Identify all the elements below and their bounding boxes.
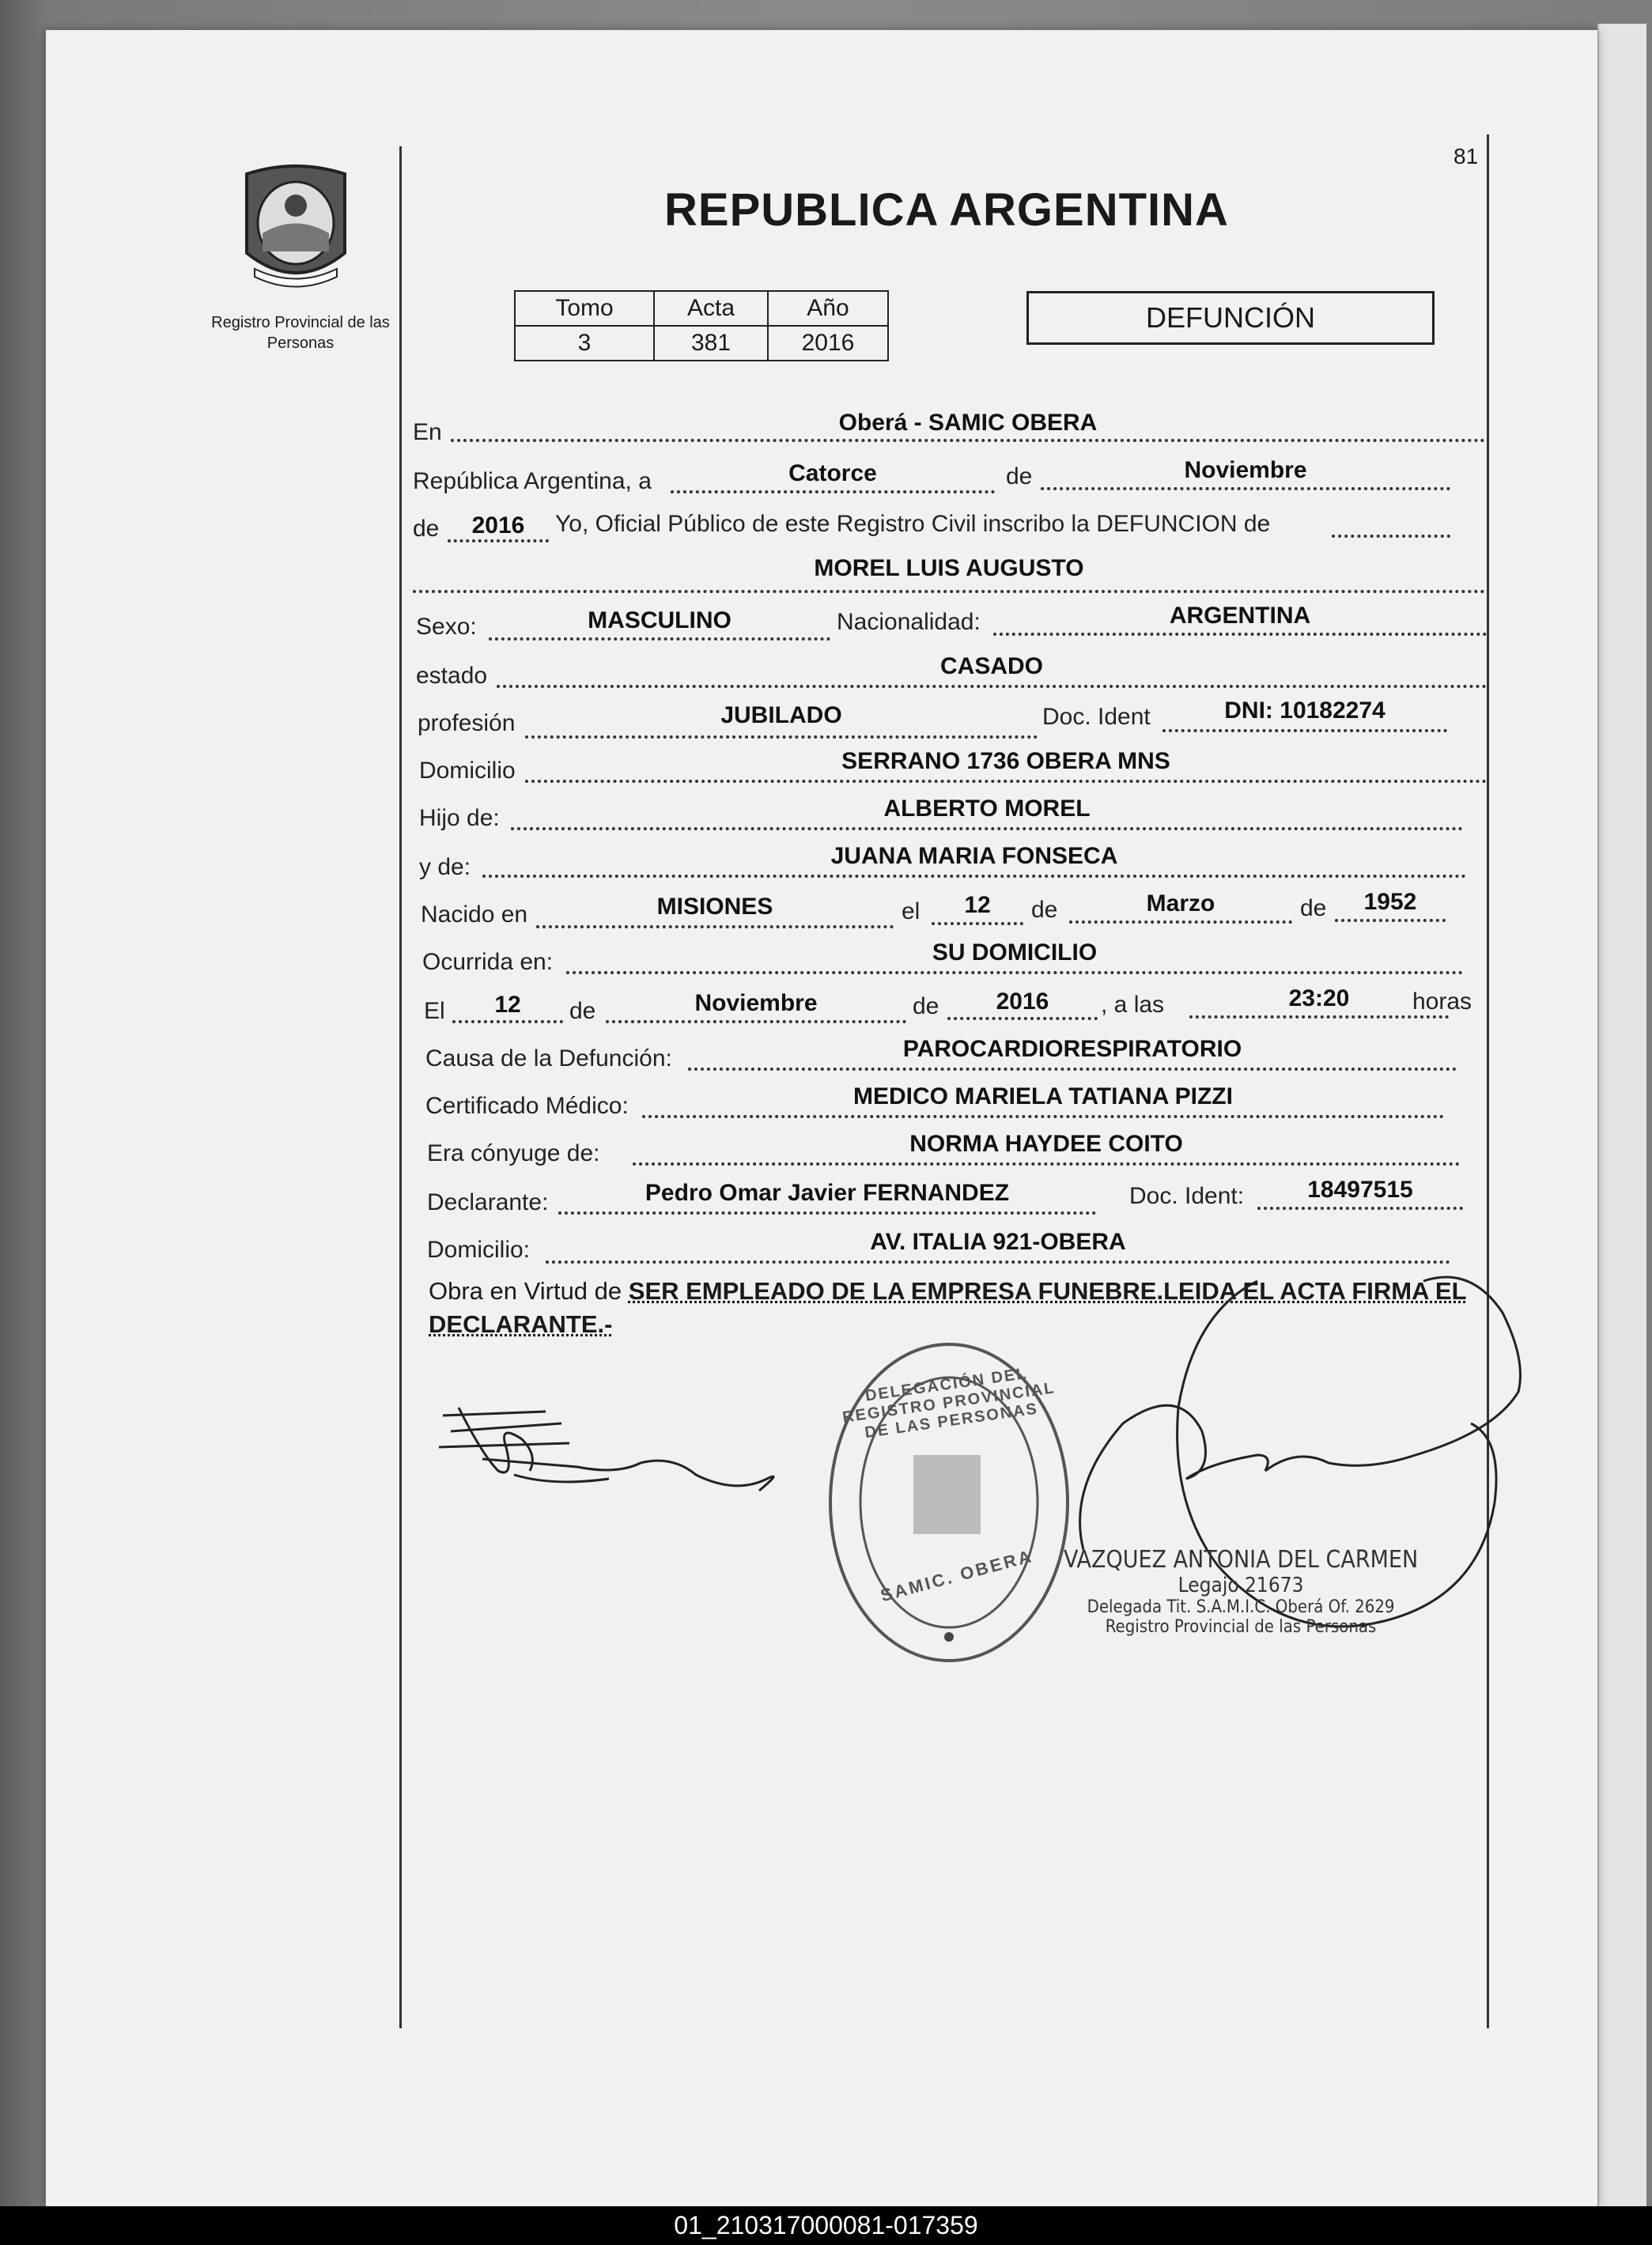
en-label: En bbox=[413, 419, 442, 445]
de-label5: de bbox=[569, 998, 596, 1024]
cert-label: Certificado Médico: bbox=[425, 1093, 629, 1119]
tomo-value: 3 bbox=[515, 326, 654, 361]
year: 2016 bbox=[471, 512, 525, 539]
nacido-dia: 12 bbox=[964, 892, 991, 918]
day-words: Catorce bbox=[788, 460, 877, 486]
left-margin-line bbox=[399, 146, 402, 2028]
nacionalidad-label: Nacionalidad: bbox=[837, 609, 981, 635]
fill-line bbox=[1257, 1207, 1463, 1210]
acta-header: Acta bbox=[654, 291, 768, 326]
deceased-name: MOREL LUIS AUGUSTO bbox=[814, 555, 1084, 581]
fill-line bbox=[497, 685, 1487, 688]
fill-line bbox=[1332, 535, 1450, 538]
declarant-signature-icon bbox=[435, 1400, 783, 1518]
page-title: REPUBLICA ARGENTINA bbox=[664, 184, 1229, 236]
nacido-label: Nacido en bbox=[421, 901, 528, 928]
decl-doc-label: Doc. Ident: bbox=[1129, 1183, 1245, 1209]
anio-header: Año bbox=[768, 291, 888, 326]
decl-dom: AV. ITALIA 921-OBERA bbox=[870, 1229, 1126, 1255]
domicilio: SERRANO 1736 OBERA MNS bbox=[841, 748, 1170, 774]
decl-dom-label: Domicilio: bbox=[427, 1237, 531, 1263]
madre: JUANA MARIA FONSECA bbox=[830, 843, 1118, 869]
domicilio-label: Domicilio bbox=[419, 758, 516, 784]
estado-label: estado bbox=[416, 663, 488, 689]
declarante-label: Declarante: bbox=[427, 1189, 549, 1215]
fill-line bbox=[452, 1020, 563, 1023]
el-label2: El bbox=[424, 998, 445, 1024]
obra-value: SER EMPLEADO DE LA EMPRESA FUNEBRE.LEIDA EL ACTA FIRMA EL DECLARANTE.- bbox=[429, 1277, 1467, 1338]
fill-line bbox=[1041, 487, 1450, 490]
de-label6: de bbox=[913, 993, 939, 1019]
de-label2: de bbox=[413, 516, 440, 542]
fill-line bbox=[633, 1162, 1460, 1166]
fill-line bbox=[642, 1115, 1444, 1118]
conyuge-label: Era cónyuge de: bbox=[427, 1140, 600, 1166]
fill-line bbox=[566, 971, 1463, 974]
sexo-label: Sexo: bbox=[416, 614, 477, 640]
fill-line bbox=[1335, 919, 1446, 922]
de-label3: de bbox=[1031, 897, 1058, 923]
doc-label: Doc. Ident bbox=[1042, 704, 1151, 730]
adjacent-page-edge bbox=[1597, 24, 1646, 2206]
def-anio: 2016 bbox=[996, 988, 1049, 1015]
fill-line bbox=[489, 637, 830, 641]
profesion-label: profesión bbox=[418, 710, 516, 736]
fill-line bbox=[525, 735, 1038, 739]
fill-line bbox=[1069, 920, 1292, 924]
acta-table bbox=[514, 290, 889, 361]
fill-line bbox=[947, 1017, 1098, 1020]
nacido-anio: 1952 bbox=[1363, 889, 1417, 915]
nacido-lugar: MISIONES bbox=[656, 894, 773, 920]
statement: Yo, Oficial Público de este Registro Civil inscribo la DEFUNCION de bbox=[555, 511, 1271, 537]
official-signature-icon bbox=[1052, 1265, 1542, 1708]
ocurrida: SU DOMICILIO bbox=[932, 939, 1098, 966]
official-name: VAZQUEZ ANTONIA DEL CARMEN bbox=[1064, 1546, 1419, 1574]
alas-label: , a las bbox=[1101, 992, 1165, 1018]
de-label: de bbox=[1006, 463, 1033, 489]
def-dia: 12 bbox=[494, 992, 521, 1018]
page-number: 81 bbox=[1454, 144, 1479, 168]
causa: PAROCARDIORESPIRATORIO bbox=[902, 1036, 1242, 1062]
profesion: JUBILADO bbox=[720, 702, 842, 728]
fill-line bbox=[558, 1211, 1096, 1215]
el-label: el bbox=[902, 898, 921, 924]
def-mes: Noviembre bbox=[694, 990, 818, 1016]
document-type: DEFUNCIÓN bbox=[1026, 291, 1435, 345]
right-margin-line bbox=[1487, 134, 1489, 2028]
fill-line bbox=[993, 633, 1487, 636]
nacido-mes: Marzo bbox=[1146, 890, 1215, 917]
tomo-header: Tomo bbox=[515, 291, 654, 326]
de-label4: de bbox=[1300, 895, 1327, 921]
official-office: Registro Provincial de las Personas bbox=[1105, 1617, 1377, 1637]
official-signature-block bbox=[1064, 1546, 1418, 1637]
fill-line bbox=[1162, 729, 1447, 732]
official-position: Delegada Tit. S.A.M.I.C. Oberá Of. 2629 bbox=[1087, 1597, 1395, 1617]
sexo: MASCULINO bbox=[588, 607, 731, 633]
fill-line bbox=[451, 439, 1485, 442]
hijo-label: Hijo de: bbox=[419, 805, 500, 831]
yde-label: y de: bbox=[419, 854, 471, 880]
official-legajo: Legajo 21673 bbox=[1178, 1574, 1304, 1597]
conyuge: NORMA HAYDEE COITO bbox=[909, 1131, 1183, 1157]
fill-line bbox=[1189, 1015, 1449, 1019]
nacionalidad: ARGENTINA bbox=[1169, 603, 1311, 629]
fill-line bbox=[448, 539, 549, 542]
misiones-logo-icon bbox=[231, 158, 361, 293]
fill-line bbox=[525, 780, 1487, 783]
fill-line bbox=[536, 925, 894, 928]
anio-value: 2016 bbox=[768, 326, 888, 361]
doc-value: DNI: 10182274 bbox=[1224, 697, 1385, 724]
cert: MEDICO MARIELA TATIANA PIZZI bbox=[853, 1083, 1233, 1109]
horas-label: horas bbox=[1412, 988, 1472, 1015]
month: Noviembre bbox=[1184, 457, 1307, 483]
padre: ALBERTO MOREL bbox=[883, 796, 1091, 822]
obra-label: Obra en Virtud de bbox=[429, 1277, 622, 1305]
decl-doc: 18497515 bbox=[1307, 1177, 1413, 1203]
estado: CASADO bbox=[939, 653, 1043, 679]
declarante: Pedro Omar Javier FERNANDEZ bbox=[645, 1180, 1010, 1206]
registry-name: Registro Provincial de las Personas bbox=[211, 314, 390, 352]
causa-label: Causa de la Defunción: bbox=[425, 1045, 672, 1071]
scan-caption: 01_210317000081-017359 bbox=[0, 2206, 1652, 2245]
fill-line bbox=[546, 1260, 1450, 1264]
fill-line bbox=[932, 922, 1023, 925]
stamp-ring-text: DELEGACIÓN DEL REGISTRO PROVINCIAL DE LAS PERSONAS bbox=[841, 1364, 1057, 1442]
fill-line bbox=[671, 490, 995, 493]
stamp-bottom-text: SAMIC. OBERA bbox=[878, 1545, 1036, 1606]
en-value: Oberá - SAMIC OBERA bbox=[838, 410, 1098, 436]
fill-line bbox=[606, 1020, 906, 1023]
fill-line bbox=[511, 827, 1463, 830]
fill-line bbox=[688, 1068, 1457, 1071]
fill-line bbox=[482, 875, 1466, 878]
acta-value: 381 bbox=[654, 326, 768, 361]
ocurrida-label: Ocurrida en: bbox=[422, 949, 554, 975]
republica-label: República Argentina, a bbox=[413, 468, 652, 494]
fill-line bbox=[413, 590, 1485, 593]
def-hora: 23:20 bbox=[1288, 985, 1350, 1011]
